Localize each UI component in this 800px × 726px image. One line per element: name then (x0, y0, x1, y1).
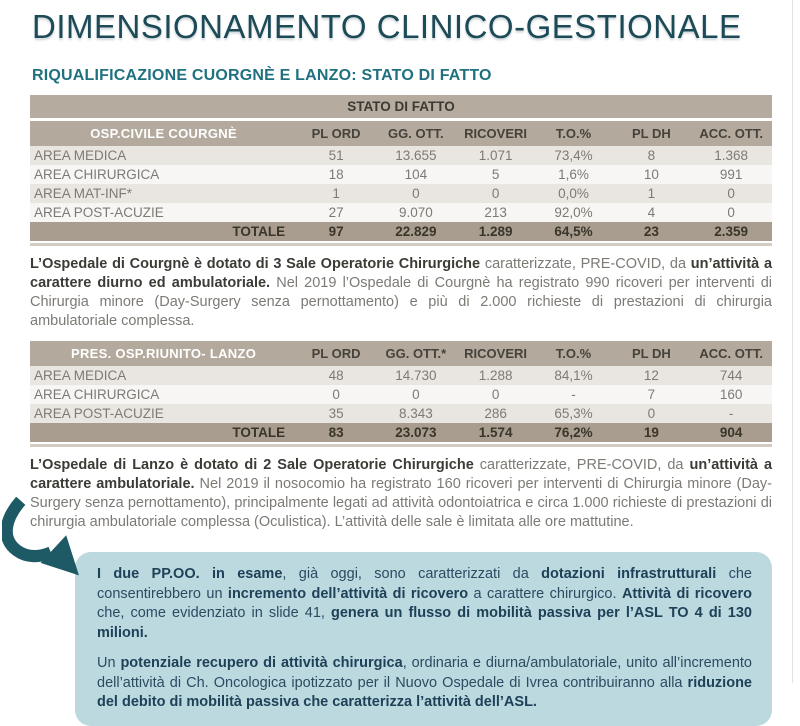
cell: 0 (727, 186, 735, 201)
cell: 904 (719, 425, 743, 440)
cell: 64,5% (554, 224, 593, 239)
column-header-pl-ord: PL ORD (297, 341, 375, 366)
table-row (30, 203, 772, 222)
cell: 1 (647, 186, 656, 201)
cell: 51 (328, 148, 344, 163)
cell: 0 (491, 186, 500, 201)
row-label: AREA CHIRURGICA (34, 387, 160, 402)
cell: 27 (328, 205, 344, 220)
cell: 48 (328, 368, 344, 383)
callout-paragraph-2: Un potenziale recupero di attività chirurgica, ordinaria e diurna/ambulatoriale, unito all’incremento dell’attività di Ch. Oncologica ipotizzato per il Nuovo Ospedale di Ivrea contribuiranno alla riduzione del debito di mobilità passiva che caratterizza l’attività dell’ASL. (97, 655, 752, 710)
cell: 991 (719, 167, 743, 182)
cell: 1,6% (558, 167, 589, 182)
table2-header-row (30, 341, 772, 366)
cell: 23 (643, 224, 659, 239)
cell: 1.368 (714, 148, 749, 163)
cell: 4 (647, 205, 656, 220)
table1-header-row (30, 121, 772, 146)
total-label: TOTALE (232, 224, 286, 239)
cell: 160 (719, 387, 743, 402)
cell: 1.289 (478, 224, 513, 239)
table-courgne (30, 121, 772, 241)
column-header-pl-ord: PL ORD (297, 121, 375, 146)
table-row (30, 165, 772, 184)
paragraph-lanzo: L’Ospedale di Lanzo è dotato di 2 Sale Operatorie Chirurgiche caratterizzate, PRE-COVID, da un’attività a carattere ambulatoriale. Nel 2019 il nosocomio ha registrato 160 ricoveri per interventi di Chirurgia minore (Day-Surgery senza pernottamento), principalmente legati ad attività odontoiatrica e circa 1.000 richieste di prestazioni di chirurgia ambulatoriale complessa (Oculistica). L’attività delle sale è limitata alle ore mattutine. (30, 457, 773, 530)
table-row (30, 385, 772, 404)
cell: 1 (332, 186, 340, 201)
table1-bottom-rule (30, 243, 772, 246)
cell: 65,3% (554, 406, 593, 421)
paragraph-courgne: L’Ospedale di Courgnè è dotato di 3 Sale Operatorie Chirurgiche caratterizzate, PRE-COVID, da un’attività a carattere diurno ed ambulatoriale. Nel 2019 l’Ospedale di Courgnè ha registrato 990 ricoveri per interventi di Chirurgia minore (Day-Surgery senza pernottamento) e più di 2.000 richieste di prestazioni di chirurgia ambulatoriale complessa. (30, 256, 773, 329)
cell: 8.343 (398, 406, 433, 421)
column-header-ricoveri: RICOVERI (457, 121, 535, 146)
row-label: AREA MAT-INF* (34, 186, 133, 201)
cell: 92,0% (554, 205, 593, 220)
cell: 76,2% (554, 425, 593, 440)
row-label: AREA POST-ACUZIE (34, 205, 164, 220)
column-header-acc-ott: ACC. OTT. (690, 121, 772, 146)
cell: 9.070 (398, 205, 433, 220)
cell: - (728, 406, 734, 421)
column-header-pl-dh: PL DH (612, 121, 690, 146)
cell: 14.730 (395, 368, 437, 383)
cell: 7 (647, 387, 656, 402)
table-total-row (30, 423, 772, 442)
table1-hospital-name: OSP.CIVILE COURGNÈ (30, 121, 297, 146)
page-title: DIMENSIONAMENTO CLINICO-GESTIONALE (32, 8, 742, 45)
cell: 0 (491, 387, 500, 402)
row-label: AREA MEDICA (34, 148, 127, 163)
cell: 0 (412, 186, 420, 201)
cell: 8 (647, 148, 656, 163)
column-header-ricoveri: RICOVERI (457, 341, 535, 366)
cell: 744 (719, 368, 743, 383)
row-label: AREA POST-ACUZIE (34, 406, 164, 421)
curved-arrow-icon (2, 497, 96, 591)
column-header-to-pct: T.O.% (535, 341, 613, 366)
table-row (30, 404, 772, 423)
column-header-gg-ott: GG. OTT. (375, 121, 457, 146)
table-row (30, 366, 772, 385)
table1-title-band: STATO DI FATTO (30, 95, 772, 118)
cell: 35 (328, 406, 344, 421)
cell: 12 (643, 368, 659, 383)
table-row (30, 146, 772, 165)
column-header-to-pct: T.O.% (535, 121, 613, 146)
cell: - (571, 387, 576, 402)
cell: 23.073 (395, 425, 437, 440)
cell: 2.359 (714, 224, 749, 239)
cell: 104 (404, 167, 428, 182)
column-header-gg-ott: GG. OTT.* (375, 341, 457, 366)
cell: 13.655 (395, 148, 437, 163)
column-header-pl-dh: PL DH (612, 341, 690, 366)
cell: 18 (328, 167, 344, 182)
cell: 0 (332, 387, 340, 402)
table2-hospital-name: PRES. OSP.RIUNITO- LANZO (30, 341, 297, 366)
page-edge-line (792, 0, 793, 683)
row-label: AREA CHIRURGICA (34, 167, 160, 182)
cell: 10 (643, 167, 659, 182)
cell: 19 (643, 425, 659, 440)
row-label: AREA MEDICA (34, 368, 127, 383)
cell: 286 (484, 406, 507, 421)
column-header-acc-ott: ACC. OTT. (690, 341, 772, 366)
cell: 0 (727, 205, 735, 220)
cell: 0,0% (558, 186, 589, 201)
section-subtitle: RIQUALIFICAZIONE CUORGNÈ E LANZO: STATO DI FATTO (32, 67, 492, 84)
table-lanzo (30, 341, 772, 442)
cell: 97 (328, 224, 344, 239)
cell: 0 (412, 387, 420, 402)
cell: 22.829 (395, 224, 437, 239)
table2-bottom-rule (30, 444, 772, 447)
table-row (30, 184, 772, 203)
total-label: TOTALE (232, 425, 286, 440)
cell: 1.574 (478, 425, 513, 440)
cell: 1.071 (478, 148, 513, 163)
cell: 213 (484, 205, 507, 220)
cell: 1.288 (478, 368, 513, 383)
cell: 5 (491, 167, 500, 182)
cell: 84,1% (554, 368, 593, 383)
callout-paragraph-1: I due PP.OO. in esame, già oggi, sono caratterizzati da dotazioni infrastrutturali che consentirebbero un incremento dell’attività di ricovero a carattere chirurgico. Attività di ricovero che, come evidenziato in slide 41, genera un flusso di mobilità passiva per l’ASL TO 4 di 130 milioni. (97, 566, 752, 641)
cell: 0 (647, 406, 656, 421)
cell: 83 (328, 425, 344, 440)
table-total-row (30, 222, 772, 241)
callout-box (75, 552, 772, 726)
cell: 73,4% (554, 148, 593, 163)
